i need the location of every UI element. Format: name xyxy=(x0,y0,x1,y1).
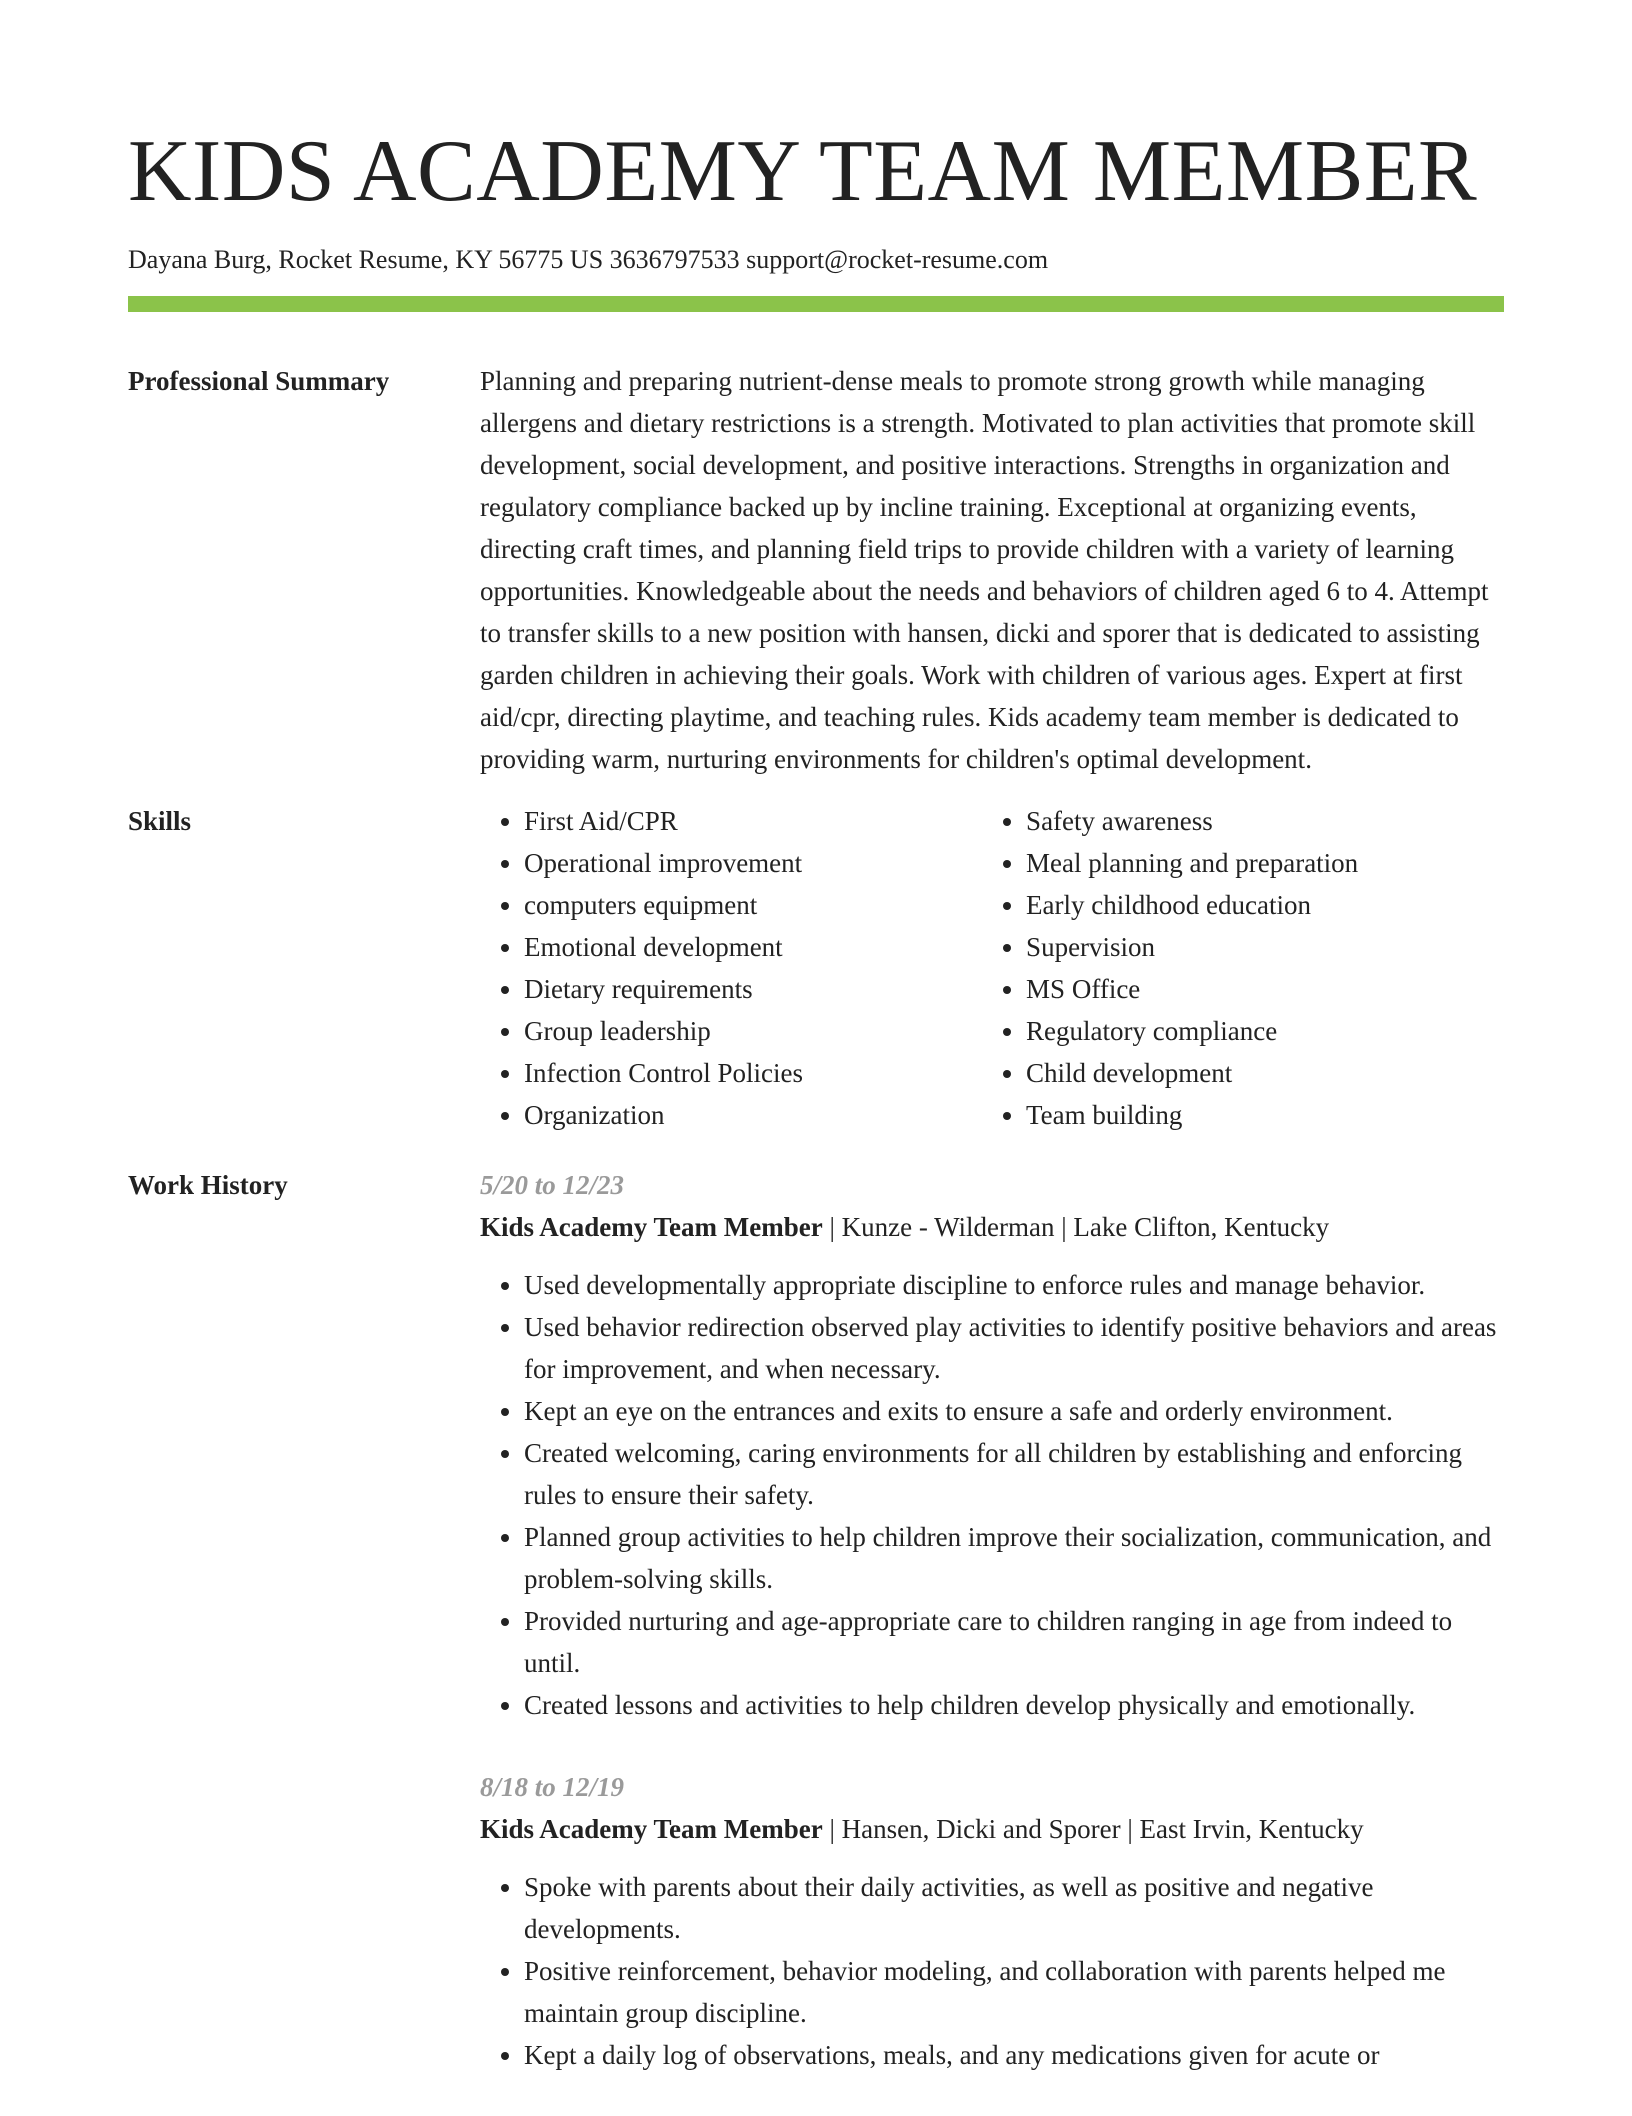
skill-item: • Dietary requirements xyxy=(524,968,982,1010)
page-title: KIDS ACADEMY TEAM MEMBER xyxy=(128,123,1478,220)
summary-label: Professional Summary xyxy=(128,366,390,396)
work-history-label: Work History xyxy=(128,1170,288,1200)
job-title: Kids Academy Team Member xyxy=(480,1212,823,1242)
job-bullets xyxy=(480,1264,1504,1726)
skills-list-left xyxy=(480,800,982,1136)
job-bullets xyxy=(480,1866,1504,2076)
skills-body xyxy=(480,800,1504,1136)
job-bullet: • Used behavior redirection observed play activities to identify positive behaviors and areas for improvement, and when necessary. xyxy=(524,1306,1504,1390)
summary-body xyxy=(480,360,1504,780)
job-entry xyxy=(480,1766,1504,2076)
job-heading xyxy=(480,1808,1504,1850)
job-bullet: • Used developmentally appropriate discipline to enforce rules and manage behavior. xyxy=(524,1264,1504,1306)
skills-list-right xyxy=(982,800,1504,1136)
skills-section xyxy=(128,800,1504,1136)
job-bullet: • Spoke with parents about their daily activities, as well as positive and negative developments. xyxy=(524,1866,1504,1950)
skill-item: • MS Office xyxy=(1026,968,1504,1010)
job-bullet: • Kept a daily log of observations, meals, and any medications given for acute or xyxy=(524,2034,1504,2076)
job-details: | Kunze - Wilderman | Lake Clifton, Kentucky xyxy=(822,1212,1330,1242)
accent-divider xyxy=(128,296,1504,312)
job-bullet: • Created welcoming, caring environments for all children by establishing and enforcing rules to ensure their safety. xyxy=(524,1432,1504,1516)
skill-item: • Regulatory compliance xyxy=(1026,1010,1504,1052)
skill-item: • Meal planning and preparation xyxy=(1026,842,1504,884)
job-title: Kids Academy Team Member xyxy=(480,1814,823,1844)
job-bullet: • Kept an eye on the entrances and exits to ensure a safe and orderly environment. xyxy=(524,1390,1504,1432)
job-details: | Hansen, Dicki and Sporer | East Irvin, Kentucky xyxy=(822,1814,1364,1844)
skill-item: • First Aid/CPR xyxy=(524,800,982,842)
work-history-body xyxy=(480,1164,1504,2116)
skill-item: • Team building xyxy=(1026,1094,1504,1136)
skill-item: • Group leadership xyxy=(524,1010,982,1052)
job-entry xyxy=(480,1164,1504,1726)
job-bullet: • Planned group activities to help children improve their socialization, communication, and problem-solving skills. xyxy=(524,1516,1504,1600)
skill-item: • Operational improvement xyxy=(524,842,982,884)
job-bullet: • Positive reinforcement, behavior modeling, and collaboration with parents helped me maintain group discipline. xyxy=(524,1950,1504,2034)
job-bullet: • Provided nurturing and age-appropriate care to children ranging in age from indeed to until. xyxy=(524,1600,1504,1684)
skill-item: • Safety awareness xyxy=(1026,800,1504,842)
skill-item: • Emotional development xyxy=(524,926,982,968)
skill-item: • Infection Control Policies xyxy=(524,1052,982,1094)
skill-item: • computers equipment xyxy=(524,884,982,926)
contact-line: Dayana Burg, Rocket Resume, KY 56775 US 3636797533 support@rocket-resume.com xyxy=(128,245,1049,274)
work-history-section xyxy=(128,1164,1504,2116)
skill-item: • Organization xyxy=(524,1094,982,1136)
skills-label: Skills xyxy=(128,806,192,836)
job-dates: 5/20 to 12/23 xyxy=(480,1170,625,1200)
job-bullet: • Created lessons and activities to help children develop physically and emotionally. xyxy=(524,1684,1504,1726)
job-heading xyxy=(480,1206,1504,1248)
skill-item: • Early childhood education xyxy=(1026,884,1504,926)
summary-section xyxy=(128,360,1504,780)
job-dates: 8/18 to 12/19 xyxy=(480,1772,625,1802)
summary-text: Planning and preparing nutrient-dense meals to promote strong growth while managing allergens and dietary restrictions is a strength. Motivated to plan activities that promote skill development, social development, and positive interactions. Strengths in organization and regulatory compliance backed up by incline training. Exceptional at organizing events, directing craft times, and planning field trips to provide children with a variety of learning opportunities. Knowledgeable about the needs and behaviors of children aged 6 to 4. Attempt to transfer skills to a new position with hansen, dicki and sporer that is dedicated to assisting garden children in achieving their goals. Work with children of various ages. Expert at first aid/cpr, directing playtime, and teaching rules. Kids academy team member is dedicated to providing warm, nurturing environments for children's optimal development. xyxy=(480,366,1489,774)
skill-item: • Supervision xyxy=(1026,926,1504,968)
skill-item: • Child development xyxy=(1026,1052,1504,1094)
